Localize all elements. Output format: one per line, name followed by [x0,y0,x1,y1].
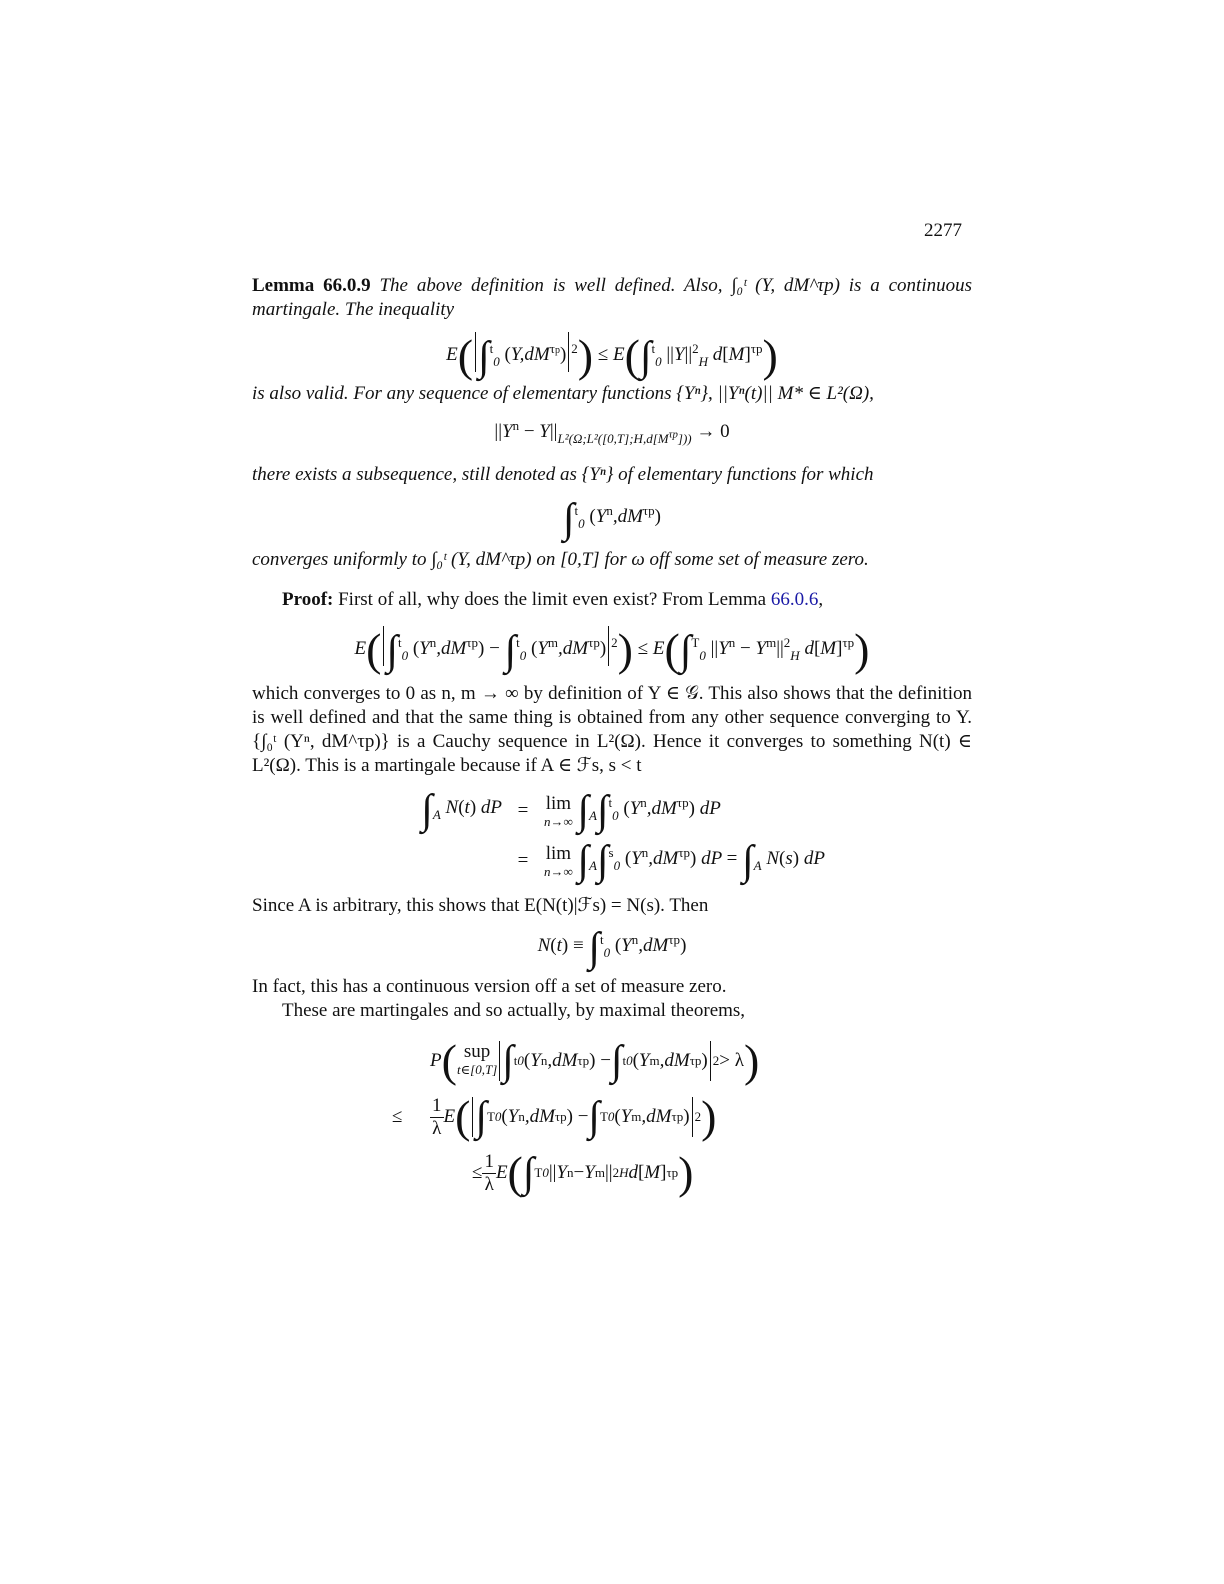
lemma-statement [252,274,972,322]
equation-7-line-2: ≤ $\frac{1}{\lambda}$ E ( ∫ T 0 ( Y n ,dM τp ) − ∫ T 0 ( Y m ,dM τp ) 2 ) [392,1091,717,1142]
page-number: 2277 [924,220,962,241]
proof-label: Proof: [282,589,334,610]
equation-5-line-1: $\int_A$ N(t) dP = lim n→∞ $\int_A\int^t_0$ $(Y^n,dM^{\tau p})$ dP [421,786,721,834]
proof-text-5: These are martingales and so actually, by maximal theorems, [282,1000,746,1021]
equation-6: N(t) ≡ ∫$^t_0$ $(Y^n,dM^{\tau p})$ [537,925,687,971]
page-content [252,274,972,1201]
equation-5 [386,786,972,886]
lemma-label: Lemma 66.0.9 [252,275,371,296]
proof-text-2: which converges to 0 as n, m → ∞ by definition of Y ∈ 𝒢. This also shows that the definition is well defined and that the same thing is obtained from any other sequence converging to Y. {∫₀ᵗ (Yⁿ, dM^τp)} is a Cauchy sequence in L²(Ω). Hence it converges to something N(t) ∈ L²(Ω). This is a martingale because if A ∈ ℱs, s < t [252,683,972,776]
equation-7-line-3: ≤ $\frac{1}{\lambda}$ E ( ∫ T 0 || Y n − Y m || 2 H d [ M ] τp ) [472,1147,694,1198]
proof-text-3: Since A is arbitrary, this shows that E(N(t)|ℱs) = N(s). Then [252,895,709,916]
proof-intro [252,588,972,612]
proof-text-1: First of all, why does the limit even exist? From Lemma [338,589,767,610]
equation-7-line-1: P ( sup t∈[0,T] ∫ t 0 ( Y n ,dM τp ) − ∫ t 0 ( Y m ,dM τp ) 2 > λ ) [430,1035,760,1086]
equation-3: ∫$^t_0$ $(Y^n,dM^{\tau p})$ [563,496,661,542]
lemma-statement-2: is also valid. For any sequence of elementary functions {Yⁿ}, ||Yⁿ(t)|| M* ∈ L²(Ω), [252,383,874,404]
lemma-ref-link[interactable]: 66.0.6 [770,589,819,610]
proof-text-4: In fact, this has a continuous version off a set of measure zero. [252,976,727,997]
equation-4: E( ∫$^t_0$ $(Y^n,dM^{\tau p}) - \int^t_0$ $(Y^m,dM^{\tau p}) ^2) \le E(\int^T_0$ $||Y^n - Y^m||^2_H$ $d[M]^{\tau p}$) [354,624,870,675]
lemma-statement-3: there exists a subsequence, still denoted as {Yⁿ} of elementary functions for which [252,464,874,485]
proof-text-1-end: , [818,589,824,610]
lemma-statement-1: The above definition is well defined. Also, ∫₀ᵗ (Y, dM^τp) is a continuous martingale. The inequality [252,275,973,320]
equation-7 [392,1033,972,1201]
equation-2: $||Y^n - Y||_{L^2(\Omega;L^2([0,T];H,d[M^{\tau p}]))} \to 0$ [494,418,730,446]
equation-5-line-2: = lim n→∞ $\int_A\int^s_0$ $(Y^n,dM^{\tau p})$ dP = $\int_A$ N(s) dP [517,838,825,884]
lemma-statement-4: converges uniformly to ∫₀ᵗ (Y, dM^τp) on [0,T] for ω off some set of measure zero. [252,549,869,570]
equation-1: E( ∫$^t_0$ $(Y,dM^{\tau p}) ^2) \le E(\int^t_0$ $||Y||^2_H$ $d[M]^{\tau p}$) [446,330,778,381]
